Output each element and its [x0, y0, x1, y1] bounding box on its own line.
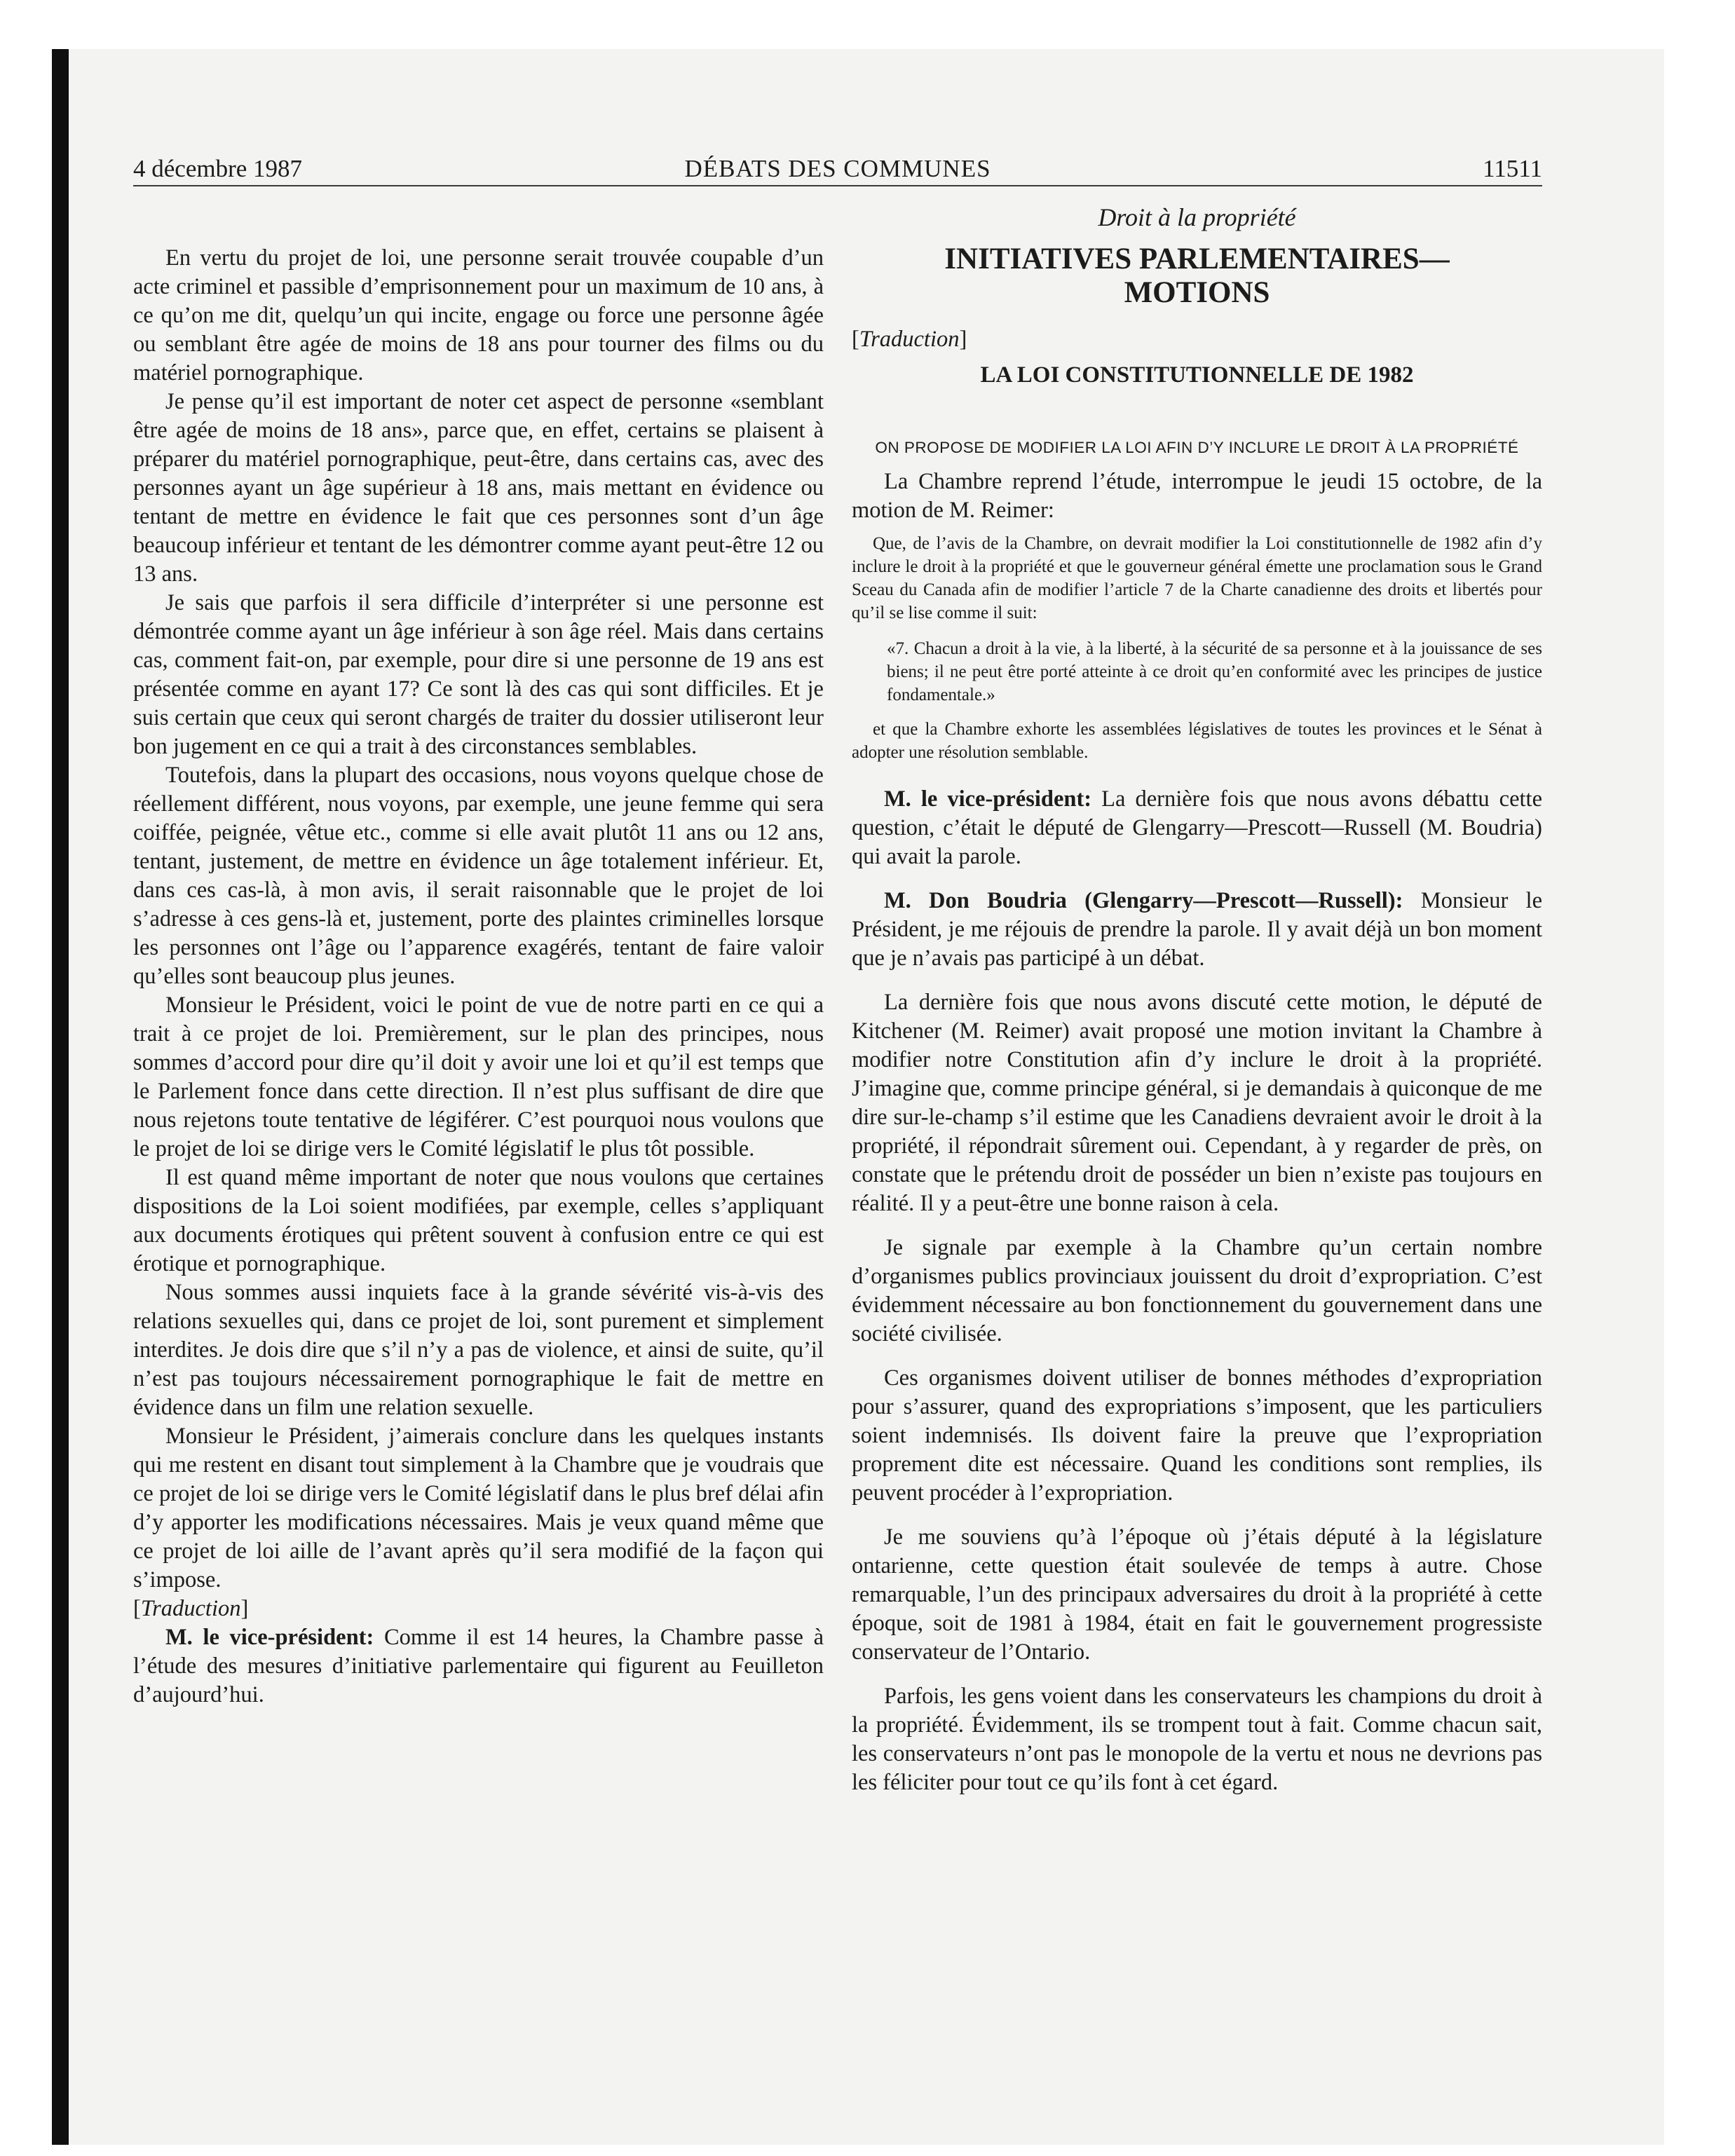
- traduction-marker: [Traduction]: [852, 327, 967, 352]
- traduction-label: Traduction: [859, 327, 960, 352]
- paragraph: Ces organismes doivent utiliser de bonnes méthodes d’expropriation pour s’assurer, quand des expropriations s’imposent, que les particuliers soient indemnisés. Ils doivent faire la preuve que l’expropriation proprement dite est nécessaire. Quand les conditions sont remplies, ils peuvent procéder à l’expropriation.: [852, 1365, 1542, 1506]
- speaker-text: La dernière fois que nous avons débattu cette question, c’était le député de Glengarry—Prescott—Russell (M. Boudria) qui avait la parole.: [852, 786, 1543, 869]
- paragraph: La dernière fois que nous avons discuté cette motion, le député de Kitchener (M. Reimer) avait proposé une motion invitant la Chambre à modifier notre Constitution afin d’y inclure le droit à la propriété. J’imagine que, comme principe général, si je demandais à quiconque de me dire sur-le-champ s’il estime que les Canadiens devraient avoir le droit à la propriété, il répondrait sûrement oui. Cependant, à y regarder de près, on constate que le prétendu droit de posséder un bien n’existe pas toujours en réalité. Il y a peut-être une bonne raison à cela.: [852, 990, 1542, 1216]
- header-title: DÉBATS DES COMMUNES: [684, 155, 991, 182]
- article-quote: [887, 637, 1542, 707]
- speaker-name: M. Don Boudria (Glengarry—Prescott—Russell):: [884, 888, 1403, 913]
- paragraph-vice-president: [852, 785, 1542, 871]
- paragraph: Je me souviens qu’à l’époque où j’étais député à la législature ontarienne, cette question était soulevée de temps à autre. Chose remarquable, l’un des principaux adversaires du droit à la propriété à cette époque, soit de 1981 à 1984, était en fait le gouvernement progressiste conservateur de l’Ontario.: [852, 1524, 1542, 1665]
- main-heading: [852, 243, 1542, 310]
- right-column: [852, 202, 1542, 1797]
- paragraph: Monsieur le Président, voici le point de vue de notre parti en ce qui a trait à ce projet de loi. Premièrement, sur le plan des principes, nous sommes d’accord pour dire qu’il doit y avoir une loi et qu’il est temps que le Parlement fonce dans cette direction. Il n’est plus suffisant de dire que nous rejetons toute tentative de légiférer. C’est pourquoi nous voulons que le projet de loi se dirige vers le Comité législatif le plus tôt possible.: [133, 992, 824, 1161]
- traduction-label: Traduction: [140, 1596, 241, 1621]
- paragraph: Nous sommes aussi inquiets face à la grande sévérité vis-à-vis des relations sexuelles qui, dans ce projet de loi, sont purement et simplement interdites. Je dois dire que s’il n’y a pas de violence, et ainsi de suite, qu’il n’est pas toujours nécessairement pornographique le fait de mettre en évidence dans un film une relation sexuelle.: [133, 1280, 824, 1420]
- paragraph: Je sais que parfois il sera difficile d’interpréter si une personne est démontrée comme ayant un âge inférieur à son âge réel. Mais dans certains cas, comment fait-on, par exemple, pour dire si une personne de 19 ans est présentée comme en ayant 17? Ce sont là des cas qui sont difficiles. Et je suis certain que ceux qui seront chargés de traiter du dossier utiliseront leur bon jugement en ce qui a trait à des circonstances semblables.: [133, 590, 824, 759]
- paragraph: En vertu du projet de loi, une personne serait trouvée coupable d’un acte criminel et passible d’emprisonnement pour un maximum de 10 ans, à ce qu’on me dit, quelqu’un qui incite, engage ou force une personne âgée ou semblant être agée de moins de 18 ans pour tourner des films ou du matériel pornographique.: [133, 245, 824, 386]
- paragraph-vice-president: [133, 1623, 824, 1710]
- paragraph: Il est quand même important de noter que nous voulons que certaines dispositions de la Loi soient modifiées, par exemple, celles s’appliquant aux documents érotiques qui prêtent souvent à confusion entre ce qui est érotique et pornographique.: [133, 1165, 824, 1276]
- left-column: [133, 244, 824, 1710]
- motion-end-text: et que la Chambre exhorte les assemblées législatives de toutes les provinces et le Sénat à adopter une résolution semblable.: [852, 720, 1542, 762]
- motion-title: ON PROPOSE DE MODIFIER LA LOI AFIN D’Y INCLURE LE DROIT À LA PROPRIÉTÉ: [875, 439, 1519, 456]
- speaker-text: Monsieur le Président, je me réjouis de prendre la parole. Il y avait déjà un bon moment que je n’avais pas participé à un débat.: [852, 888, 1542, 971]
- speaker-name: M. le vice-président:: [165, 1625, 374, 1650]
- running-header: [133, 153, 1542, 186]
- subheading: LA LOI CONSTITUTIONNELLE DE 1982: [980, 362, 1414, 388]
- main-heading-line-2: MOTIONS: [1124, 276, 1270, 309]
- paragraph: Je signale par exemple à la Chambre qu’un certain nombre d’organismes publics provinciaux jouissent du droit d’expropriation. C’est évidemment nécessaire au bon fonctionnement du gouvernement dans une société civilisée.: [852, 1235, 1542, 1346]
- motion-quote-text: Que, de l’avis de la Chambre, on devrait modifier la Loi constitutionnelle de 1982 afin d’y inclure le droit à la propriété et que le gouverneur général émette une proclamation sous le Grand Sceau du Canada afin de modifier l’article 7 de la Charte canadienne des droits et libertés pour qu’il se lise comme il suit:: [852, 534, 1542, 622]
- document-page: [133, 153, 1542, 2101]
- section-title: Droit à la propriété: [1098, 203, 1296, 231]
- intro-paragraph: La Chambre reprend l’étude, interrompue le jeudi 15 octobre, de la motion de M. Reimer:: [852, 469, 1542, 523]
- speaker-text: Comme il est 14 heures, la Chambre passe à l’étude des mesures d’initiative parlementaire qui figurent au Feuilleton d’aujourd’hui.: [133, 1625, 824, 1707]
- article-quote-text: «7. Chacun a droit à la vie, à la liberté, à la sécurité de sa personne et à la jouissance de ses biens; il ne peut être porté atteinte à ce droit qu’en conformité avec les principes de justice fondamentale.»: [887, 639, 1542, 704]
- motion-end-quote: [852, 718, 1542, 764]
- traduction-marker: [Traduction]: [133, 1596, 249, 1621]
- paragraph: Toutefois, dans la plupart des occasions, nous voyons quelque chose de réellement différent, nous voyons, par exemple, une jeune femme qui sera coiffée, peignée, vêtue etc., comme si elle avait plutôt 11 ans ou 12 ans, tentant, justement, de mettre en évidence un âge totalement inférieur. Et, dans ces cas-là, à mon avis, il serait raisonnable que le projet de loi s’adresse à ces gens-là et, justement, porte des plaintes criminelles lorsque les personnes ont l’âge ou l’apparence exagérés, tentant de faire valoir qu’elles sont beaucoup plus jeunes.: [133, 763, 824, 989]
- main-heading-line-1: INITIATIVES PARLEMENTAIRES—: [944, 243, 1450, 275]
- paragraph: Je pense qu’il est important de noter cet aspect de personne «semblant être agée de moins de 18 ans», parce que, en effet, certains se plaisent à préparer du matériel pornographique, peut-être, dans certains cas, avec des personnes ayant un âge supérieur à 18 ans, mais mettant en évidence ou tentant de mettre en évidence le fait que ces personnes sont d’un âge beaucoup inférieur et tentant de les démontrer comme ayant peut-être 12 ou 13 ans.: [133, 389, 824, 587]
- speaker-name: M. le vice-président:: [884, 786, 1092, 812]
- header-date: 4 décembre 1987: [133, 155, 303, 182]
- paragraph: Monsieur le Président, j’aimerais conclure dans les quelques instants qui me restent en disant tout simplement à la Chambre que je voudrais que ce projet de loi se dirige vers le Comité législatif dans le plus bref délai afin d’y apporter les modifications nécessaires. Mais je veux quand même que ce projet de loi aille de l’avant après qu’il sera modifié de la façon qui s’impose.: [133, 1424, 824, 1592]
- paragraph: Parfois, les gens voient dans les conservateurs les champions du droit à la propriété. Évidemment, ils se trompent tout à fait. Comme chacun sait, les conservateurs n’ont pas le monopole de la vertu et nous ne devrions pas les féliciter pour tout ce qu’ils font à cet égard.: [852, 1684, 1542, 1795]
- paragraph-boudria: [852, 887, 1542, 973]
- motion-quote: [852, 532, 1542, 625]
- header-page-number: 11511: [1483, 155, 1542, 182]
- scan-binding-edge: [52, 49, 69, 2145]
